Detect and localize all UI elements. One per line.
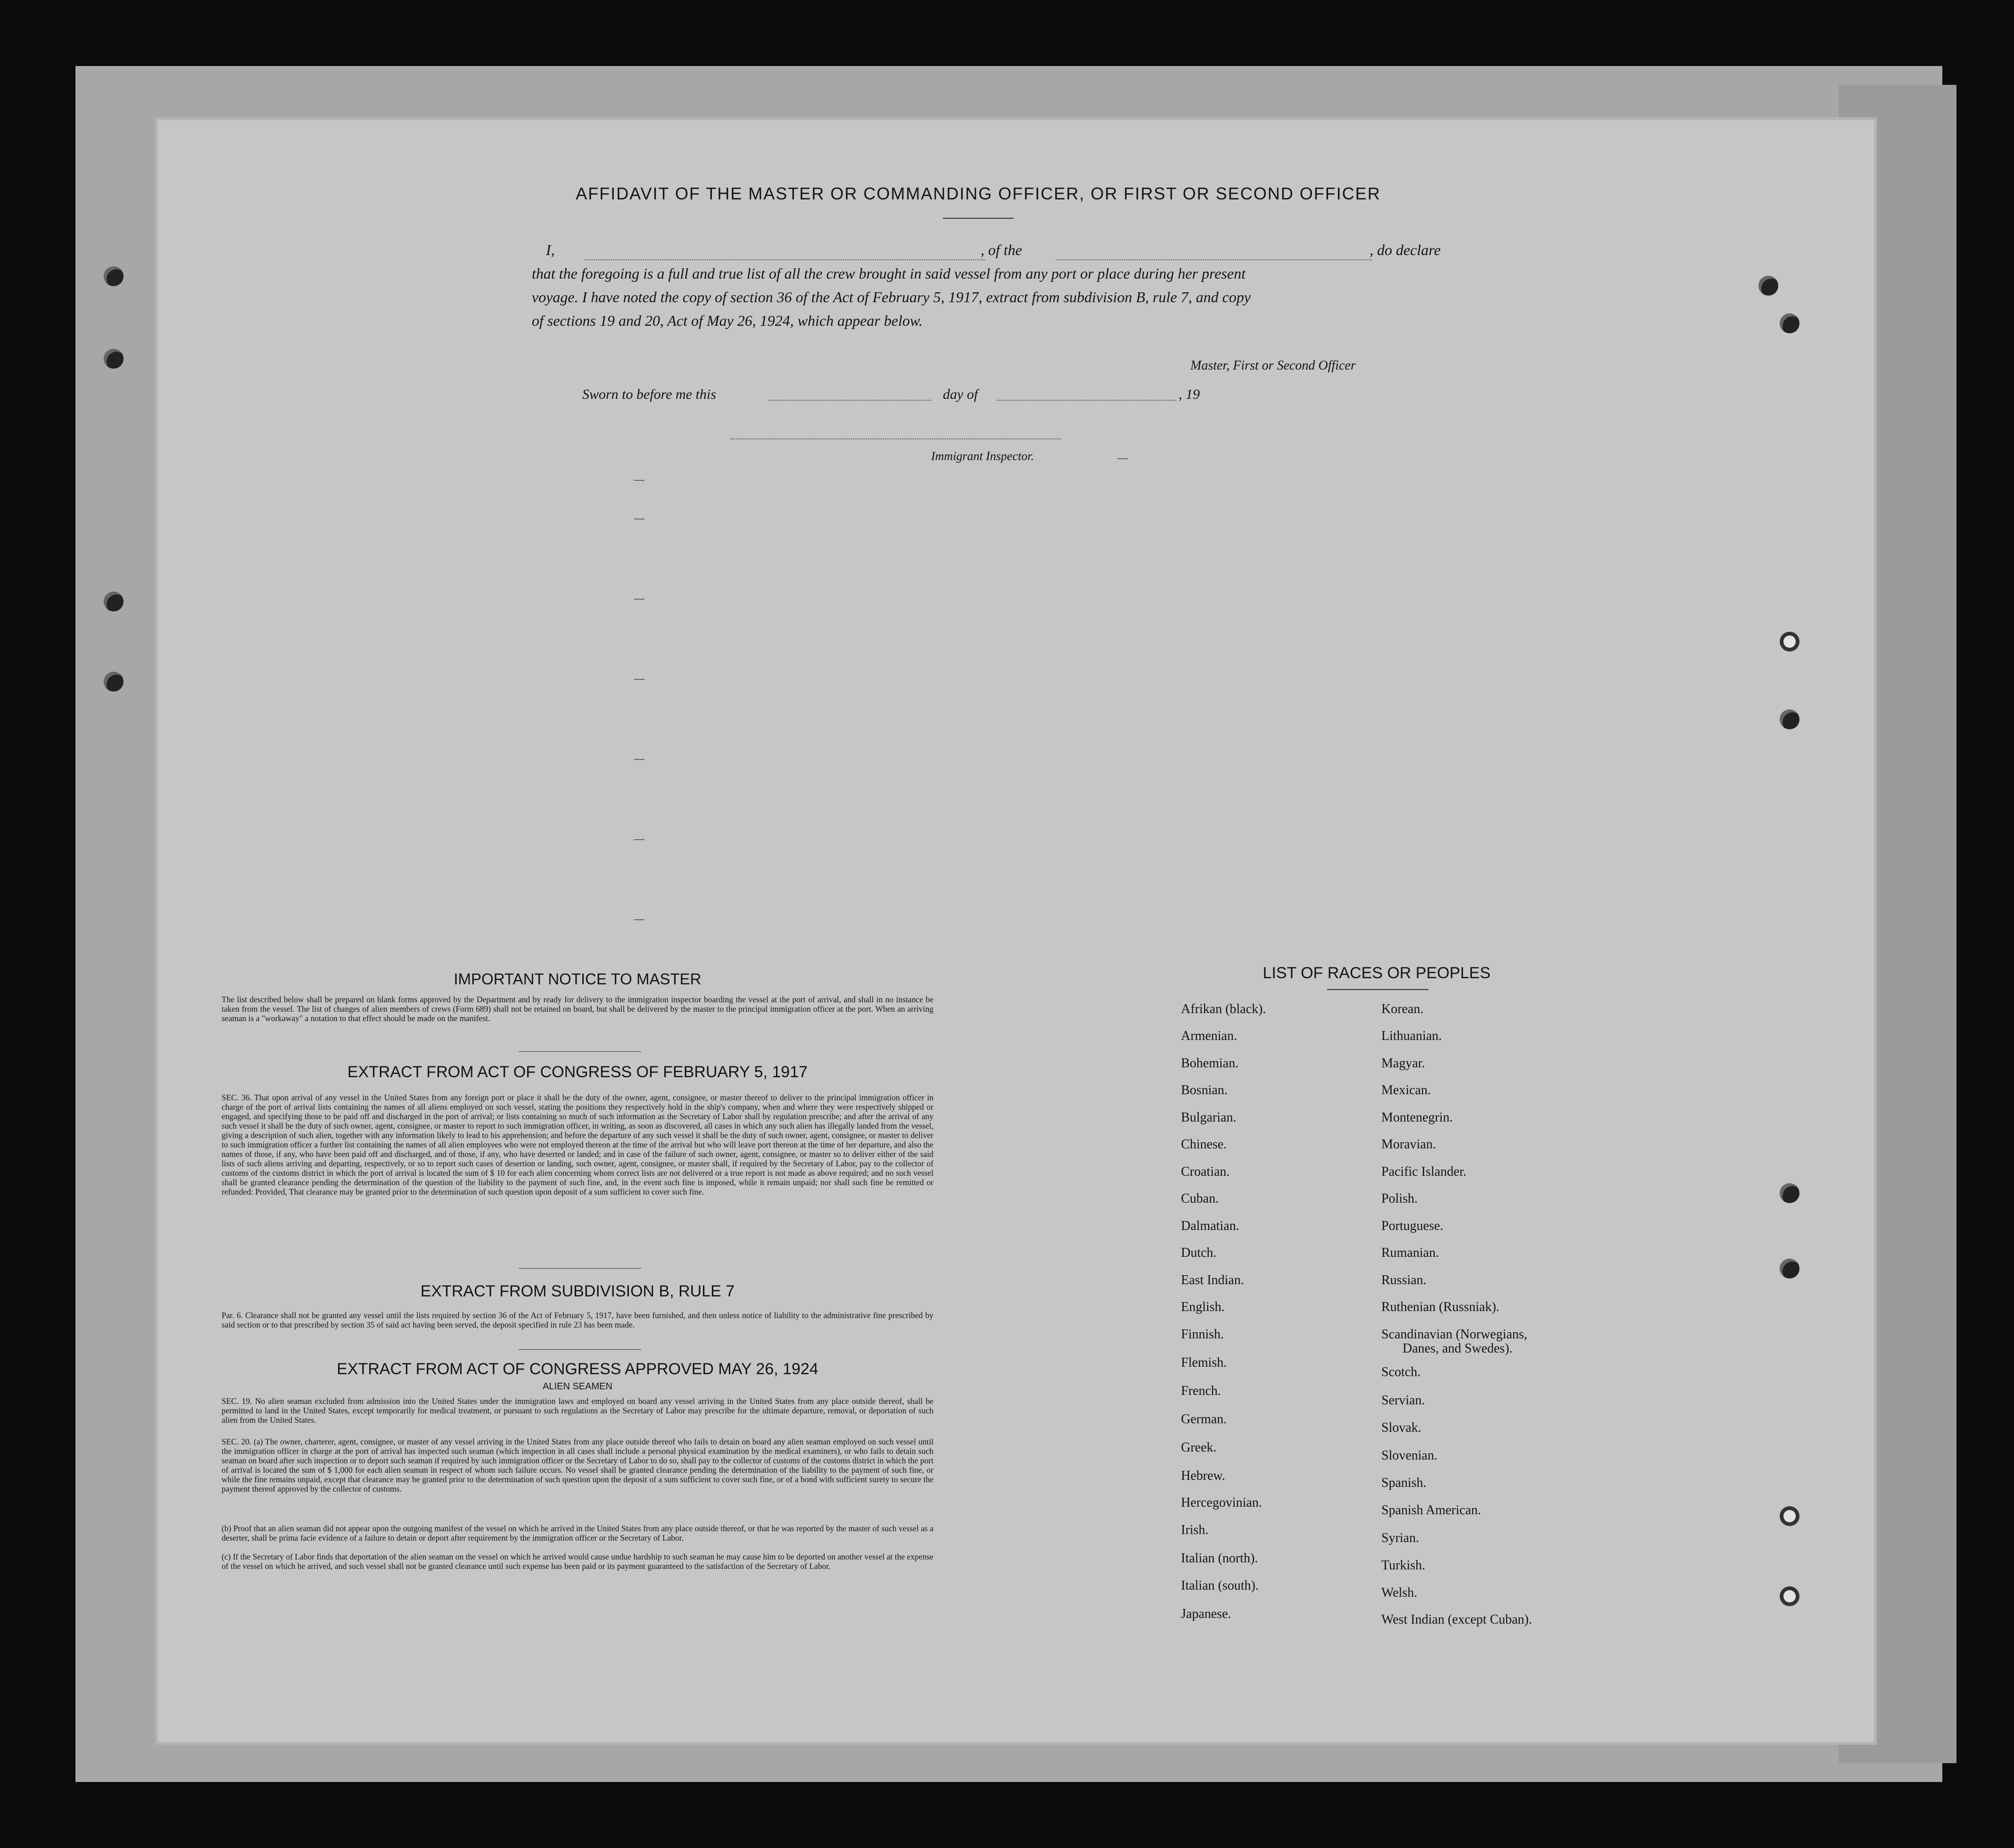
faint-mark [634, 919, 644, 920]
section-rule [519, 1268, 641, 1269]
race-item: West Indian (except Cuban). [1381, 1612, 1532, 1627]
faint-mark [1117, 458, 1128, 459]
race-item: English. [1181, 1300, 1225, 1314]
extract-1924-title: EXTRACT FROM ACT OF CONGRESS APPROVED MAY 26, 1924 [337, 1360, 818, 1378]
extract-rule7-title: EXTRACT FROM SUBDIVISION B, RULE 7 [420, 1282, 735, 1300]
race-item: Slovak. [1381, 1420, 1421, 1435]
race-item: Armenian. [1181, 1029, 1237, 1043]
binder-hole [1758, 276, 1778, 296]
extract-rule7-body: Par. 6. Clearance shall not be granted any vessel until the lists required by section 36 of the Act of February 5, 1917, have been furnished, and then unless notice of liability to the administrative fine prescribed by said section or to that prescribed by section 35 of said act having been served, the deposit specified in rule 23 has been made. [222, 1311, 933, 1329]
binder-hole [1780, 632, 1799, 652]
master-signature-caption: Master, First or Second Officer [1190, 358, 1356, 373]
race-item: Dalmatian. [1181, 1219, 1239, 1233]
binder-hole [1780, 1259, 1799, 1279]
affidavit-of-the: , of the [981, 241, 1022, 258]
sworn-day-line [768, 400, 931, 401]
binder-hole [1780, 710, 1799, 729]
race-item: Italian (north). [1181, 1551, 1258, 1566]
affidavit-i: I, [546, 241, 555, 258]
faint-mark [634, 599, 644, 600]
race-item: Slovenian. [1381, 1448, 1437, 1463]
affidavit-title: AFFIDAVIT OF THE MASTER OR COMMANDING OFFICER, OR FIRST OR SECOND OFFICER [576, 184, 1381, 203]
binder-hole [104, 592, 124, 611]
race-item: Italian (south). [1181, 1578, 1259, 1593]
binder-hole [1780, 314, 1799, 333]
extract-1924-subtitle: ALIEN SEAMEN [543, 1381, 612, 1392]
race-item: Welsh. [1381, 1585, 1418, 1600]
affidavit-sheet [158, 120, 1874, 1742]
race-item: Bulgarian. [1181, 1110, 1237, 1125]
faint-mark [634, 679, 644, 680]
races-title-rule [1327, 989, 1428, 990]
title-rule [943, 218, 1014, 219]
binder-hole [104, 672, 124, 692]
race-item: German. [1181, 1412, 1227, 1427]
affidavit-body-line3: voyage. I have noted the copy of section 36 of the Act of February 5, 1917, extract from subdivision B, rule 7, and copy [532, 289, 1251, 305]
race-item: Cuban. [1181, 1191, 1219, 1206]
races-title: LIST OF RACES OR PEOPLES [1263, 964, 1491, 982]
race-item: Magyar. [1381, 1056, 1425, 1071]
faint-mark [634, 839, 644, 840]
extract-1917-title: EXTRACT FROM ACT OF CONGRESS OF FEBRUARY 5, 1917 [347, 1063, 808, 1081]
faint-mark [634, 519, 644, 520]
day-of-text: day of [943, 387, 978, 402]
race-item: Chinese. [1181, 1137, 1227, 1152]
extract-1917-body: SEC. 36. That upon arrival of any vessel in the United States from any foreign port or place it shall be the duty of the owner, agent, consignee, or master thereof to deliver to the principal immigration officer in charge of the port of arrival lists containing the names of all aliens employed on such vessel, stating the positions they respectively hold in the ship's company, when and where they were respectively shipped or engaged, and specifying those to be paid off and discharged in the port of arrival; or lists containing so much of such information as the Secretary of Labor shall by regulation prescribe; and after the arrival of any such vessel it shall be the duty of such owner, agent, consignee, or master to report to such immigration officer, in writing, as soon as discovered, all cases in which any such alien has illegally landed from the vessel, giving a description of such alien, together with any information likely to lead to his apprehension; and before the departure of any such vessel it shall be the duty of such owner, agent, consignee, or master to deliver to such immigration officer a further list containing the names of all alien employees who were not employed thereon at the time of the arrival but who will leave port thereon at the time of her departure, and also the names of those, if any, who have been paid off and discharged, and of those, if any, who have deserted or landed; and in case of the failure of such owner, agent, consignee, or master so to deliver either of the said lists of such aliens arriving and departing, respectively, or so to report such cases of desertion or landing, such owner, agent, consignee, or master shall, if required by the Secretary of Labor, pay to the collector of customs of the customs district in which the port of arrival is located the sum of $ 10 for each alien concerning whom correct lists are not delivered or a true report is not made as above required; and no such vessel shall be granted clearance pending the determination of the question of the liability to the payment of such fine, and, in the event such fine is imposed, while it remain unpaid; nor shall such fine be remitted or refunded: Provided, That clearance may be granted prior to the determination of such question upon deposit of a sum sufficient to cover such fine. [222, 1093, 933, 1196]
binder-hole [1780, 1506, 1799, 1526]
race-item: Pacific Islander. [1381, 1164, 1467, 1179]
race-item: Afrikan (black). [1181, 1002, 1266, 1016]
race-item: Dutch. [1181, 1246, 1217, 1260]
race-item: Turkish. [1381, 1558, 1426, 1573]
race-item: Finnish. [1181, 1327, 1224, 1342]
race-item: Scandinavian (Norwegians, [1381, 1327, 1527, 1342]
race-item: Spanish. [1381, 1476, 1427, 1490]
faint-mark [634, 480, 644, 481]
race-item: Servian. [1381, 1393, 1425, 1408]
race-item: Polish. [1381, 1191, 1418, 1206]
race-item: Greek. [1181, 1440, 1217, 1455]
race-item: East Indian. [1181, 1273, 1244, 1287]
race-item: Russian. [1381, 1273, 1427, 1287]
notice-body: The list described below shall be prepared on blank forms approved by the Department and by ready for delivery to the immigration inspector boarding the vessel at the port of arrival, and shall in no instance be taken from the vessel. The list of changes of alien members of crews (Form 689) shall not be retained on board, but shall be delivered by the master to the principal immigration officer at the port. When an arriving seaman is a "workaway" a notation to that effect should be made on the manifest. [222, 995, 933, 1023]
race-item: Flemish. [1181, 1355, 1227, 1370]
binder-hole [104, 266, 124, 286]
vessel-field-line [1056, 259, 1372, 260]
inspector-signature-line [731, 438, 1061, 439]
race-item: Scotch. [1381, 1365, 1421, 1379]
name-field-line [585, 259, 985, 260]
race-item: Moravian. [1381, 1137, 1436, 1152]
race-item: Lithuanian. [1381, 1029, 1442, 1043]
race-item: Rumanian. [1381, 1246, 1439, 1260]
sworn-text: Sworn to before me this [582, 387, 716, 402]
faint-mark [634, 759, 644, 760]
extract-1924-sec19: SEC. 19. No alien seaman excluded from admission into the United States under the immigration laws and employed on board any vessel arriving in the United States from any place outside thereof, shall be permitted to land in the United States, except temporarily for medical treatment, or pursuant to such regulations as the Secretary of Labor may prescribe for the ultimate departure, removal, or deportation of such alien from the United States. [222, 1396, 933, 1425]
section-rule [519, 1051, 641, 1052]
extract-1924-sec20b: (b) Proof that an alien seaman did not appear upon the outgoing manifest of the vessel on which he arrived in the United States from any place outside thereof, or that he was reported by the master of such vessel as a deserter, shall be prima facie evidence of a failure to detain or deport after requirement by the immigration officer or the Secretary of Labor. [222, 1524, 933, 1543]
race-item: Japanese. [1181, 1607, 1231, 1621]
race-item: Syrian. [1381, 1531, 1420, 1545]
race-item: Ruthenian (Russniak). [1381, 1300, 1500, 1314]
binder-hole [1780, 1586, 1799, 1606]
race-item: French. [1181, 1384, 1221, 1398]
race-item: Mexican. [1381, 1083, 1431, 1097]
affidavit-do-declare: , do declare [1370, 241, 1441, 258]
race-item: Bosnian. [1181, 1083, 1228, 1097]
race-item: Bohemian. [1181, 1056, 1239, 1071]
race-item: Korean. [1381, 1002, 1424, 1016]
section-rule [519, 1349, 641, 1350]
race-item: Irish. [1181, 1523, 1209, 1537]
race-item: Montenegrin. [1381, 1110, 1453, 1125]
binder-hole [104, 349, 124, 369]
extract-1924-sec20: SEC. 20. (a) The owner, charterer, agent, consignee, or master of any vessel arriving in the United States from any place outside thereof who fails to detain on board any alien seaman employed on such vessel until the immigration officer in charge at the port of arrival has inspected such seaman (which inspection in all cases shall include a personal physical examination by the medical examiners), or who fails to detain such seaman on board after such inspection or to deport such seaman if required by such immigration officer or the Secretary of Labor to do so, shall pay to the collector of customs of the customs district in which the port of arrival is located the sum of $ 1,000 for each alien seaman in respect of whom such failure occurs. No vessel shall be granted clearance pending the determination of the liability to the payment of such fine, or while the fine remains unpaid, except that clearance may be granted prior to the determination of such question upon the deposit of a sum sufficient to cover such fine, or of a bond with sufficient surety to secure the payment thereof approved by the collector of customs. [222, 1437, 933, 1493]
race-item: Hebrew. [1181, 1468, 1225, 1483]
extract-1924-sec20c: (c) If the Secretary of Labor finds that deportation of the alien seaman on the vessel on which he arrived would cause undue hardship to such seaman he may cause him to be deported on another vessel at the expense of the vessel on which he arrived, and such vessel shall not be granted clearance until such expense has been paid or its payment guaranteed to the satisfaction of the Secretary of Labor. [222, 1552, 933, 1571]
race-item: Danes, and Swedes). [1403, 1341, 1513, 1356]
year-text: , 19 [1179, 387, 1200, 402]
notice-title: IMPORTANT NOTICE TO MASTER [454, 970, 702, 988]
inspector-caption: Immigrant Inspector. [931, 449, 1034, 463]
binder-hole [1780, 1183, 1799, 1203]
affidavit-body-line4: of sections 19 and 20, Act of May 26, 1924, which appear below. [532, 312, 923, 329]
race-item: Portuguese. [1381, 1219, 1444, 1233]
race-item: Spanish American. [1381, 1503, 1481, 1518]
sworn-month-line [997, 400, 1176, 401]
race-item: Croatian. [1181, 1164, 1230, 1179]
affidavit-body-line2: that the foregoing is a full and true list of all the crew brought in said vessel from any port or place during her present [532, 265, 1246, 282]
race-item: Hercegovinian. [1181, 1495, 1262, 1510]
